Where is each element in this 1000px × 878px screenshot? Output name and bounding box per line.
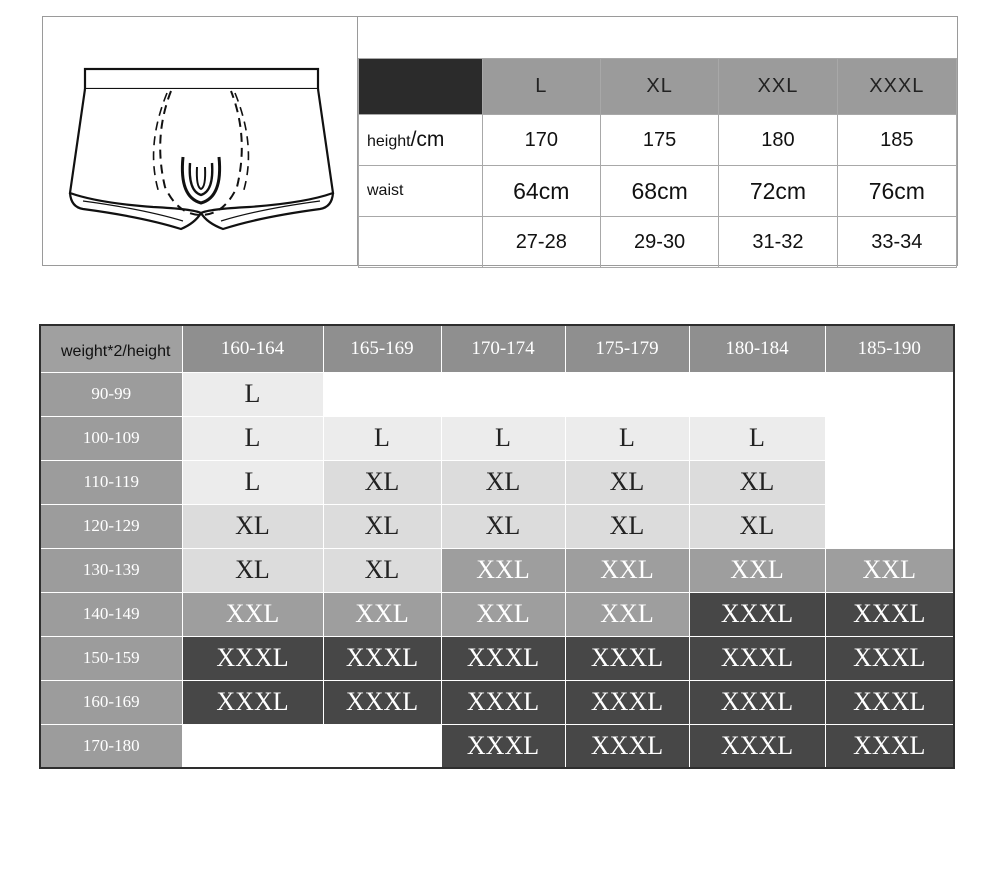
size-table bbox=[358, 58, 957, 268]
size-cell bbox=[565, 372, 689, 416]
height-range-header: 185-190 bbox=[825, 325, 954, 372]
size-cell: XXXL bbox=[565, 680, 689, 724]
height-value: 185 bbox=[837, 115, 956, 166]
size-cell: XL bbox=[182, 504, 323, 548]
weight-range-label: 160-169 bbox=[40, 680, 182, 724]
size-cell bbox=[323, 724, 441, 768]
weight-range-label: 110-119 bbox=[40, 460, 182, 504]
chart-row bbox=[40, 416, 954, 460]
size-cell: XXXL bbox=[565, 724, 689, 768]
underwear-illustration bbox=[43, 17, 358, 265]
size-cell: L bbox=[182, 372, 323, 416]
weight-range-label: 90-99 bbox=[40, 372, 182, 416]
size-cell: XXXL bbox=[689, 724, 825, 768]
size-cell: XXXL bbox=[825, 636, 954, 680]
weight-range-label: 170-180 bbox=[40, 724, 182, 768]
height-value: 175 bbox=[600, 115, 718, 166]
size-cell: XXXL bbox=[689, 680, 825, 724]
boxer-briefs-icon bbox=[43, 17, 357, 265]
chart-row bbox=[40, 724, 954, 768]
size-cell: L bbox=[323, 416, 441, 460]
size-cell: XXL bbox=[825, 548, 954, 592]
height-label bbox=[359, 115, 483, 166]
size-cell: XXXL bbox=[689, 636, 825, 680]
chart-row bbox=[40, 592, 954, 636]
size-cell: XL bbox=[565, 460, 689, 504]
size-cell: XXL bbox=[565, 548, 689, 592]
size-cell: XXL bbox=[441, 592, 565, 636]
size-cell: L bbox=[565, 416, 689, 460]
size-cell: XL bbox=[323, 460, 441, 504]
size-header-row bbox=[359, 59, 957, 115]
chart-row bbox=[40, 460, 954, 504]
height-unit: /cm bbox=[410, 128, 445, 151]
size-header: XXXL bbox=[837, 59, 956, 115]
height-range-header: 160-164 bbox=[182, 325, 323, 372]
weight-height-chart bbox=[39, 324, 955, 769]
header-corner bbox=[359, 59, 483, 115]
size-info-box bbox=[42, 16, 958, 266]
waist-value: 72cm bbox=[719, 166, 837, 217]
size-cell: XL bbox=[689, 504, 825, 548]
size-cell: L bbox=[441, 416, 565, 460]
chart-row bbox=[40, 504, 954, 548]
size-cell: L bbox=[182, 416, 323, 460]
chart-row bbox=[40, 372, 954, 416]
size-cell: XXXL bbox=[182, 680, 323, 724]
size-cell: L bbox=[689, 416, 825, 460]
height-range-header: 180-184 bbox=[689, 325, 825, 372]
size-cell: XXL bbox=[323, 592, 441, 636]
size-cell: XXL bbox=[565, 592, 689, 636]
size-cell bbox=[323, 372, 441, 416]
size-cell bbox=[825, 460, 954, 504]
weight-range-label: 140-149 bbox=[40, 592, 182, 636]
waist-value: 68cm bbox=[600, 166, 718, 217]
size-cell: XXL bbox=[182, 592, 323, 636]
waist-row bbox=[359, 166, 957, 217]
waist-value: 76cm bbox=[837, 166, 956, 217]
weight-range-label: 100-109 bbox=[40, 416, 182, 460]
height-value: 170 bbox=[482, 115, 600, 166]
size-cell: XL bbox=[323, 504, 441, 548]
size-cell: XXXL bbox=[825, 592, 954, 636]
waist-range-value: 29-30 bbox=[600, 217, 718, 268]
size-header: XXL bbox=[719, 59, 837, 115]
size-header: L bbox=[482, 59, 600, 115]
size-cell: XL bbox=[441, 460, 565, 504]
size-cell bbox=[182, 724, 323, 768]
weight-range-label: 130-139 bbox=[40, 548, 182, 592]
size-cell: XXL bbox=[441, 548, 565, 592]
waist-label: waist bbox=[359, 166, 483, 217]
size-cell: XXXL bbox=[825, 724, 954, 768]
height-value: 180 bbox=[719, 115, 837, 166]
height-range-header: 175-179 bbox=[565, 325, 689, 372]
waist-range-value: 31-32 bbox=[719, 217, 837, 268]
waist-range-row bbox=[359, 217, 957, 268]
height-range-header: 165-169 bbox=[323, 325, 441, 372]
chart-row bbox=[40, 636, 954, 680]
size-cell: XXXL bbox=[825, 680, 954, 724]
waist-value: 64cm bbox=[482, 166, 600, 217]
chart-header-row bbox=[40, 325, 954, 372]
size-cell: XXXL bbox=[323, 636, 441, 680]
waist-range-label bbox=[359, 217, 483, 268]
waist-range-value: 27-28 bbox=[482, 217, 600, 268]
size-cell: XL bbox=[565, 504, 689, 548]
size-cell: XXXL bbox=[182, 636, 323, 680]
size-cell bbox=[825, 372, 954, 416]
size-cell bbox=[825, 416, 954, 460]
waist-range-value: 33-34 bbox=[837, 217, 956, 268]
chart-row bbox=[40, 548, 954, 592]
size-cell: XXXL bbox=[323, 680, 441, 724]
chart-row bbox=[40, 680, 954, 724]
height-label-text: height bbox=[367, 133, 411, 150]
size-cell bbox=[689, 372, 825, 416]
weight-range-label: 150-159 bbox=[40, 636, 182, 680]
size-cell bbox=[825, 504, 954, 548]
size-cell: XL bbox=[323, 548, 441, 592]
size-cell: L bbox=[182, 460, 323, 504]
size-header: XL bbox=[600, 59, 718, 115]
size-cell: XL bbox=[182, 548, 323, 592]
height-range-header: 170-174 bbox=[441, 325, 565, 372]
chart-corner-label: weight*2/height bbox=[40, 325, 182, 372]
height-row bbox=[359, 115, 957, 166]
size-cell: XXL bbox=[689, 548, 825, 592]
weight-range-label: 120-129 bbox=[40, 504, 182, 548]
size-cell: XXXL bbox=[689, 592, 825, 636]
size-cell: XXXL bbox=[441, 724, 565, 768]
size-cell: XL bbox=[441, 504, 565, 548]
size-cell: XXXL bbox=[441, 680, 565, 724]
size-cell: XL bbox=[689, 460, 825, 504]
size-cell: XXXL bbox=[565, 636, 689, 680]
size-cell: XXXL bbox=[441, 636, 565, 680]
size-cell bbox=[441, 372, 565, 416]
